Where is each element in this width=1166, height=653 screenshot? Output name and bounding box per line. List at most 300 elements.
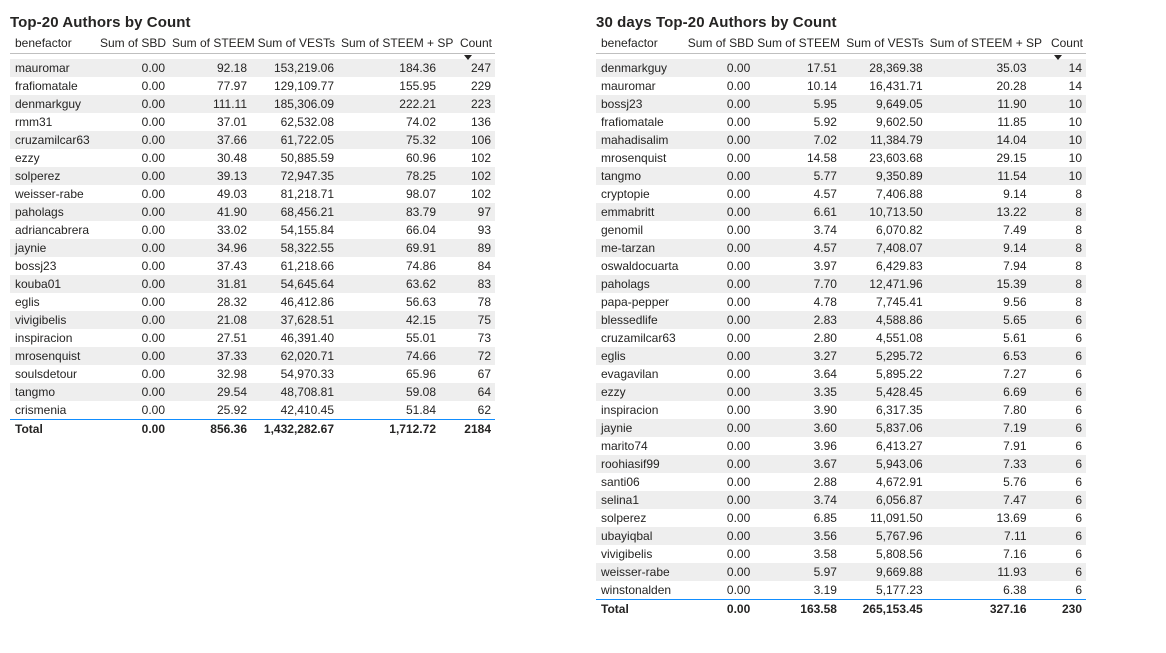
cell-sum-of-sbd: 0.00 xyxy=(95,293,169,311)
cell-sum-of-sbd: 0.00 xyxy=(685,95,755,113)
table-row[interactable] xyxy=(596,401,1086,419)
cell-sum-of-vests: 54,970.33 xyxy=(251,365,338,383)
table-row[interactable] xyxy=(10,59,495,77)
cell-sum-of-steem-sp: 98.07 xyxy=(338,185,440,203)
cell-sum-of-sbd: 0.00 xyxy=(685,563,755,581)
cell-benefactor: eglis xyxy=(10,293,95,311)
cell-sum-of-steem-sp: 78.25 xyxy=(338,167,440,185)
cell-sum-of-steem-sp: 75.32 xyxy=(338,131,440,149)
table-row[interactable] xyxy=(596,203,1086,221)
cell-sum-of-steem: 49.03 xyxy=(169,185,251,203)
cell-sum-of-steem: 3.96 xyxy=(754,437,841,455)
cell-sum-of-vests: 81,218.71 xyxy=(251,185,338,203)
table-row[interactable] xyxy=(596,257,1086,275)
cell-sum-of-vests: 54,645.64 xyxy=(251,275,338,293)
cell-sum-of-sbd: 0.00 xyxy=(685,365,755,383)
cell-count: 64 xyxy=(440,383,495,401)
table-row[interactable] xyxy=(596,77,1086,95)
cell-sum-of-sbd: 0.00 xyxy=(95,149,169,167)
cell-sum-of-steem-sp: 14.04 xyxy=(927,131,1031,149)
cell-benefactor: eglis xyxy=(596,347,685,365)
cell-sum-of-steem-sp: 74.86 xyxy=(338,257,440,275)
cell-sum-of-steem: 27.51 xyxy=(169,329,251,347)
cell-benefactor: jaynie xyxy=(10,239,95,257)
cell-count: 106 xyxy=(440,131,495,149)
table-row[interactable] xyxy=(596,167,1086,185)
cell-sum-of-sbd: 0.00 xyxy=(685,77,755,95)
cell-benefactor: mauromar xyxy=(596,77,685,95)
cell-sum-of-steem-sp: 13.69 xyxy=(927,509,1031,527)
table-row[interactable] xyxy=(596,329,1086,347)
cell-benefactor: winstonalden xyxy=(596,581,685,600)
total-steem: 163.58 xyxy=(754,600,841,620)
cell-sum-of-sbd: 0.00 xyxy=(95,257,169,275)
cell-count: 6 xyxy=(1031,329,1086,347)
cell-sum-of-steem: 4.78 xyxy=(754,293,841,311)
cell-sum-of-vests: 153,219.06 xyxy=(251,59,338,77)
cell-sum-of-sbd: 0.00 xyxy=(685,419,755,437)
cell-sum-of-steem-sp: 222.21 xyxy=(338,95,440,113)
cell-sum-of-steem: 5.92 xyxy=(754,113,841,131)
cell-sum-of-vests: 50,885.59 xyxy=(251,149,338,167)
cell-sum-of-vests: 7,406.88 xyxy=(841,185,927,203)
cell-sum-of-steem: 21.08 xyxy=(169,311,251,329)
table-row[interactable] xyxy=(596,527,1086,545)
cell-sum-of-vests: 6,070.82 xyxy=(841,221,927,239)
cell-sum-of-steem: 3.90 xyxy=(754,401,841,419)
cell-count: 6 xyxy=(1031,545,1086,563)
cell-sum-of-vests: 61,722.05 xyxy=(251,131,338,149)
cell-sum-of-sbd: 0.00 xyxy=(685,455,755,473)
cell-benefactor: adriancabrera xyxy=(10,221,95,239)
cell-sum-of-sbd: 0.00 xyxy=(685,401,755,419)
cell-sum-of-steem: 31.81 xyxy=(169,275,251,293)
table-row[interactable] xyxy=(10,401,495,420)
cell-sum-of-vests: 5,895.22 xyxy=(841,365,927,383)
cell-benefactor: vivigibelis xyxy=(596,545,685,563)
cell-sum-of-sbd: 0.00 xyxy=(685,221,755,239)
cell-sum-of-vests: 7,745.41 xyxy=(841,293,927,311)
cell-sum-of-steem-sp: 59.08 xyxy=(338,383,440,401)
cell-sum-of-vests: 62,020.71 xyxy=(251,347,338,365)
cell-sum-of-sbd: 0.00 xyxy=(685,329,755,347)
cell-count: 14 xyxy=(1031,77,1086,95)
cell-sum-of-sbd: 0.00 xyxy=(95,365,169,383)
table-row[interactable] xyxy=(10,275,495,293)
cell-sum-of-steem: 92.18 xyxy=(169,59,251,77)
cell-sum-of-vests: 6,413.27 xyxy=(841,437,927,455)
cell-sum-of-sbd: 0.00 xyxy=(685,239,755,257)
cell-sum-of-steem-sp: 5.76 xyxy=(927,473,1031,491)
cell-sum-of-sbd: 0.00 xyxy=(95,167,169,185)
cell-sum-of-vests: 6,317.35 xyxy=(841,401,927,419)
cell-sum-of-steem-sp: 60.96 xyxy=(338,149,440,167)
cell-sum-of-steem-sp: 7.27 xyxy=(927,365,1031,383)
table-row[interactable] xyxy=(10,329,495,347)
cell-sum-of-sbd: 0.00 xyxy=(685,275,755,293)
column-header-benefactor[interactable]: benefactor xyxy=(596,33,685,54)
cell-benefactor: mahadisalim xyxy=(596,131,685,149)
cell-sum-of-vests: 62,532.08 xyxy=(251,113,338,131)
cell-benefactor: selina1 xyxy=(596,491,685,509)
cell-benefactor: denmarkguy xyxy=(596,59,685,77)
cell-benefactor: genomil xyxy=(596,221,685,239)
cell-sum-of-sbd: 0.00 xyxy=(95,347,169,365)
cell-sum-of-steem-sp: 63.62 xyxy=(338,275,440,293)
cell-count: 102 xyxy=(440,167,495,185)
cell-sum-of-sbd: 0.00 xyxy=(95,113,169,131)
cell-sum-of-sbd: 0.00 xyxy=(95,95,169,113)
table-row[interactable] xyxy=(596,455,1086,473)
cell-sum-of-vests: 4,588.86 xyxy=(841,311,927,329)
cell-sum-of-steem: 3.74 xyxy=(754,491,841,509)
cell-sum-of-steem-sp: 7.16 xyxy=(927,545,1031,563)
cell-benefactor: cruzamilcar63 xyxy=(596,329,685,347)
visual-title: 30 days Top-20 Authors by Count xyxy=(596,14,837,31)
table-row[interactable] xyxy=(10,167,495,185)
cell-sum-of-steem: 5.77 xyxy=(754,167,841,185)
cell-count: 6 xyxy=(1031,347,1086,365)
cell-sum-of-steem-sp: 5.61 xyxy=(927,329,1031,347)
column-header-benefactor[interactable]: benefactor xyxy=(10,33,95,54)
cell-benefactor: papa-pepper xyxy=(596,293,685,311)
cell-sum-of-vests: 5,808.56 xyxy=(841,545,927,563)
table-row[interactable] xyxy=(10,113,495,131)
cell-sum-of-steem-sp: 13.22 xyxy=(927,203,1031,221)
table-row[interactable] xyxy=(10,383,495,401)
cell-count: 14 xyxy=(1031,59,1086,77)
column-header-sum-of-sbd[interactable]: Sum of SBD xyxy=(95,33,169,54)
cell-count: 10 xyxy=(1031,95,1086,113)
column-header-count[interactable]: Count xyxy=(440,33,495,54)
column-header-count[interactable]: Count xyxy=(1031,33,1086,54)
cell-sum-of-vests: 12,471.96 xyxy=(841,275,927,293)
cell-count: 67 xyxy=(440,365,495,383)
cell-sum-of-steem-sp: 66.04 xyxy=(338,221,440,239)
sort-descending-icon xyxy=(1054,55,1062,60)
cell-count: 6 xyxy=(1031,383,1086,401)
table-row[interactable] xyxy=(596,95,1086,113)
cell-sum-of-steem-sp: 11.54 xyxy=(927,167,1031,185)
cell-count: 6 xyxy=(1031,401,1086,419)
cell-sum-of-steem-sp: 6.53 xyxy=(927,347,1031,365)
30-days-top20-authors-visual xyxy=(596,0,1086,619)
total-vests: 1,432,282.67 xyxy=(251,420,338,440)
cell-sum-of-steem: 3.58 xyxy=(754,545,841,563)
total-sbd: 0.00 xyxy=(685,600,755,620)
total-label: Total xyxy=(596,600,685,620)
cell-count: 8 xyxy=(1031,293,1086,311)
cell-sum-of-sbd: 0.00 xyxy=(685,185,755,203)
cell-sum-of-steem: 3.67 xyxy=(754,455,841,473)
table-row[interactable] xyxy=(596,437,1086,455)
cell-benefactor: denmarkguy xyxy=(10,95,95,113)
cell-count: 8 xyxy=(1031,203,1086,221)
cell-sum-of-sbd: 0.00 xyxy=(95,239,169,257)
cell-count: 6 xyxy=(1031,365,1086,383)
table-row[interactable] xyxy=(10,185,495,203)
cell-benefactor: inspiracion xyxy=(596,401,685,419)
cell-sum-of-sbd: 0.00 xyxy=(685,581,755,600)
cell-sum-of-steem-sp: 9.56 xyxy=(927,293,1031,311)
cell-sum-of-steem-sp: 20.28 xyxy=(927,77,1031,95)
cell-sum-of-vests: 5,295.72 xyxy=(841,347,927,365)
column-header-sum-of-steem[interactable]: Sum of STEEM xyxy=(169,33,251,54)
cell-count: 102 xyxy=(440,149,495,167)
total-vests: 265,153.45 xyxy=(841,600,927,620)
cell-count: 6 xyxy=(1031,491,1086,509)
cell-count: 10 xyxy=(1031,131,1086,149)
cell-sum-of-steem: 3.35 xyxy=(754,383,841,401)
cell-count: 8 xyxy=(1031,221,1086,239)
cell-sum-of-vests: 61,218.66 xyxy=(251,257,338,275)
cell-sum-of-sbd: 0.00 xyxy=(95,203,169,221)
cell-benefactor: roohiasif99 xyxy=(596,455,685,473)
cell-sum-of-steem: 37.01 xyxy=(169,113,251,131)
cell-benefactor: vivigibelis xyxy=(10,311,95,329)
cell-sum-of-sbd: 0.00 xyxy=(685,59,755,77)
cell-sum-of-sbd: 0.00 xyxy=(95,401,169,420)
cell-sum-of-steem: 7.02 xyxy=(754,131,841,149)
cell-sum-of-steem: 3.56 xyxy=(754,527,841,545)
table-row[interactable] xyxy=(596,185,1086,203)
cell-sum-of-vests: 54,155.84 xyxy=(251,221,338,239)
cell-sum-of-steem: 32.98 xyxy=(169,365,251,383)
table-row[interactable] xyxy=(10,347,495,365)
cell-sum-of-steem: 4.57 xyxy=(754,185,841,203)
cell-sum-of-steem-sp: 7.33 xyxy=(927,455,1031,473)
cell-benefactor: solperez xyxy=(596,509,685,527)
cell-sum-of-vests: 129,109.77 xyxy=(251,77,338,95)
table-row[interactable] xyxy=(596,113,1086,131)
cell-count: 72 xyxy=(440,347,495,365)
cell-sum-of-sbd: 0.00 xyxy=(95,59,169,77)
cell-sum-of-sbd: 0.00 xyxy=(95,185,169,203)
cell-count: 136 xyxy=(440,113,495,131)
cell-sum-of-vests: 11,384.79 xyxy=(841,131,927,149)
table-row[interactable] xyxy=(10,257,495,275)
cell-count: 6 xyxy=(1031,509,1086,527)
cell-benefactor: frafiomatale xyxy=(10,77,95,95)
table-row[interactable] xyxy=(596,239,1086,257)
cell-sum-of-steem-sp: 184.36 xyxy=(338,59,440,77)
cell-count: 84 xyxy=(440,257,495,275)
table-row[interactable] xyxy=(596,149,1086,167)
cell-benefactor: inspiracion xyxy=(10,329,95,347)
cell-sum-of-sbd: 0.00 xyxy=(685,545,755,563)
cell-sum-of-steem-sp: 11.85 xyxy=(927,113,1031,131)
column-header-sum-of-steem[interactable]: Sum of STEEM xyxy=(754,33,841,54)
cell-sum-of-steem-sp: 7.47 xyxy=(927,491,1031,509)
cell-sum-of-steem: 5.95 xyxy=(754,95,841,113)
cell-benefactor: jaynie xyxy=(596,419,685,437)
table-row[interactable] xyxy=(10,77,495,95)
cell-sum-of-steem: 3.64 xyxy=(754,365,841,383)
cell-sum-of-steem: 2.88 xyxy=(754,473,841,491)
cell-sum-of-vests: 7,408.07 xyxy=(841,239,927,257)
cell-sum-of-sbd: 0.00 xyxy=(95,311,169,329)
cell-sum-of-steem-sp: 7.11 xyxy=(927,527,1031,545)
cell-benefactor: paholags xyxy=(596,275,685,293)
table-row[interactable] xyxy=(10,365,495,383)
cell-sum-of-steem-sp: 69.91 xyxy=(338,239,440,257)
cell-sum-of-steem: 41.90 xyxy=(169,203,251,221)
cell-benefactor: me-tarzan xyxy=(596,239,685,257)
cell-benefactor: marito74 xyxy=(596,437,685,455)
cell-sum-of-vests: 48,708.81 xyxy=(251,383,338,401)
total-row xyxy=(596,600,1086,620)
cell-sum-of-steem: 77.97 xyxy=(169,77,251,95)
total-label: Total xyxy=(10,420,95,440)
cell-sum-of-steem: 2.80 xyxy=(754,329,841,347)
table-row[interactable] xyxy=(10,131,495,149)
cell-benefactor: blessedlife xyxy=(596,311,685,329)
cell-sum-of-vests: 4,672.91 xyxy=(841,473,927,491)
cell-sum-of-steem: 3.97 xyxy=(754,257,841,275)
cell-benefactor: ubayiqbal xyxy=(596,527,685,545)
table-body xyxy=(10,59,495,420)
cell-sum-of-vests: 46,412.86 xyxy=(251,293,338,311)
cell-sum-of-sbd: 0.00 xyxy=(95,131,169,149)
cell-sum-of-sbd: 0.00 xyxy=(685,131,755,149)
cell-sum-of-vests: 46,391.40 xyxy=(251,329,338,347)
cell-sum-of-vests: 58,322.55 xyxy=(251,239,338,257)
cell-sum-of-steem-sp: 6.38 xyxy=(927,581,1031,600)
cell-benefactor: evagavilan xyxy=(596,365,685,383)
table-row[interactable] xyxy=(596,221,1086,239)
table-row[interactable] xyxy=(10,149,495,167)
cell-sum-of-vests: 6,429.83 xyxy=(841,257,927,275)
30-days-top20-authors-table xyxy=(596,33,1086,619)
cell-sum-of-steem: 7.70 xyxy=(754,275,841,293)
column-header-sum-of-steem-sp[interactable]: Sum of STEEM + SP xyxy=(927,33,1031,54)
table-row[interactable] xyxy=(596,59,1086,77)
cell-count: 6 xyxy=(1031,563,1086,581)
cell-sum-of-vests: 5,428.45 xyxy=(841,383,927,401)
column-header-sum-of-vests[interactable]: Sum of VESTs xyxy=(251,33,338,54)
cell-count: 6 xyxy=(1031,455,1086,473)
cell-sum-of-steem: 29.54 xyxy=(169,383,251,401)
cell-sum-of-steem: 17.51 xyxy=(754,59,841,77)
cell-benefactor: mrosenquist xyxy=(10,347,95,365)
sort-descending-icon xyxy=(464,55,472,60)
cell-sum-of-vests: 9,669.88 xyxy=(841,563,927,581)
table-row[interactable] xyxy=(10,311,495,329)
table-row[interactable] xyxy=(596,131,1086,149)
total-sbd: 0.00 xyxy=(95,420,169,440)
cell-sum-of-sbd: 0.00 xyxy=(685,473,755,491)
cell-count: 8 xyxy=(1031,275,1086,293)
cell-sum-of-steem: 3.27 xyxy=(754,347,841,365)
table-row[interactable] xyxy=(10,293,495,311)
table-row[interactable] xyxy=(596,293,1086,311)
cell-benefactor: soulsdetour xyxy=(10,365,95,383)
table-row[interactable] xyxy=(596,383,1086,401)
cell-benefactor: mauromar xyxy=(10,59,95,77)
cell-sum-of-steem-sp: 7.80 xyxy=(927,401,1031,419)
cell-count: 8 xyxy=(1031,239,1086,257)
cell-count: 78 xyxy=(440,293,495,311)
visual-title: Top-20 Authors by Count xyxy=(10,14,191,31)
table-row[interactable] xyxy=(596,581,1086,600)
cell-benefactor: bossj23 xyxy=(596,95,685,113)
cell-count: 73 xyxy=(440,329,495,347)
table-row[interactable] xyxy=(596,509,1086,527)
cell-sum-of-steem: 30.48 xyxy=(169,149,251,167)
cell-benefactor: rmm31 xyxy=(10,113,95,131)
cell-sum-of-steem: 111.11 xyxy=(169,95,251,113)
table-row[interactable] xyxy=(596,419,1086,437)
cell-sum-of-vests: 16,431.71 xyxy=(841,77,927,95)
cell-sum-of-sbd: 0.00 xyxy=(95,383,169,401)
cell-count: 62 xyxy=(440,401,495,420)
cell-sum-of-steem-sp: 11.93 xyxy=(927,563,1031,581)
cell-benefactor: mrosenquist xyxy=(596,149,685,167)
table-row[interactable] xyxy=(596,563,1086,581)
cell-count: 6 xyxy=(1031,437,1086,455)
cell-sum-of-steem-sp: 15.39 xyxy=(927,275,1031,293)
table-row[interactable] xyxy=(596,473,1086,491)
table-row[interactable] xyxy=(10,221,495,239)
column-header-sum-of-sbd[interactable]: Sum of SBD xyxy=(685,33,755,54)
cell-benefactor: cruzamilcar63 xyxy=(10,131,95,149)
cell-sum-of-steem-sp: 9.14 xyxy=(927,185,1031,203)
cell-benefactor: crismenia xyxy=(10,401,95,420)
cell-sum-of-vests: 68,456.21 xyxy=(251,203,338,221)
cell-benefactor: weisser-rabe xyxy=(596,563,685,581)
table-row[interactable] xyxy=(10,203,495,221)
cell-sum-of-steem: 3.60 xyxy=(754,419,841,437)
cell-sum-of-steem: 14.58 xyxy=(754,149,841,167)
cell-count: 229 xyxy=(440,77,495,95)
cell-count: 97 xyxy=(440,203,495,221)
cell-sum-of-steem-sp: 6.69 xyxy=(927,383,1031,401)
table-row[interactable] xyxy=(596,275,1086,293)
cell-sum-of-steem: 37.43 xyxy=(169,257,251,275)
table-row[interactable] xyxy=(596,365,1086,383)
table-row[interactable] xyxy=(596,545,1086,563)
table-row[interactable] xyxy=(596,347,1086,365)
cell-count: 10 xyxy=(1031,113,1086,131)
cell-benefactor: tangmo xyxy=(596,167,685,185)
cell-sum-of-sbd: 0.00 xyxy=(685,293,755,311)
cell-sum-of-steem: 6.85 xyxy=(754,509,841,527)
cell-sum-of-steem: 34.96 xyxy=(169,239,251,257)
column-header-sum-of-steem-sp[interactable]: Sum of STEEM + SP xyxy=(338,33,440,54)
cell-sum-of-steem-sp: 74.66 xyxy=(338,347,440,365)
cell-sum-of-steem: 37.33 xyxy=(169,347,251,365)
cell-sum-of-sbd: 0.00 xyxy=(95,329,169,347)
table-row[interactable] xyxy=(10,95,495,113)
cell-sum-of-steem-sp: 74.02 xyxy=(338,113,440,131)
table-row[interactable] xyxy=(596,491,1086,509)
cell-sum-of-steem: 6.61 xyxy=(754,203,841,221)
cell-sum-of-vests: 72,947.35 xyxy=(251,167,338,185)
cell-sum-of-vests: 42,410.45 xyxy=(251,401,338,420)
table-row[interactable] xyxy=(10,239,495,257)
cell-count: 10 xyxy=(1031,167,1086,185)
cell-count: 102 xyxy=(440,185,495,203)
cell-count: 93 xyxy=(440,221,495,239)
cell-sum-of-vests: 9,649.05 xyxy=(841,95,927,113)
cell-benefactor: ezzy xyxy=(596,383,685,401)
table-row[interactable] xyxy=(596,311,1086,329)
cell-sum-of-steem-sp: 51.84 xyxy=(338,401,440,420)
cell-sum-of-steem-sp: 35.03 xyxy=(927,59,1031,77)
column-header-sum-of-vests[interactable]: Sum of VESTs xyxy=(841,33,927,54)
cell-count: 223 xyxy=(440,95,495,113)
cell-sum-of-vests: 185,306.09 xyxy=(251,95,338,113)
